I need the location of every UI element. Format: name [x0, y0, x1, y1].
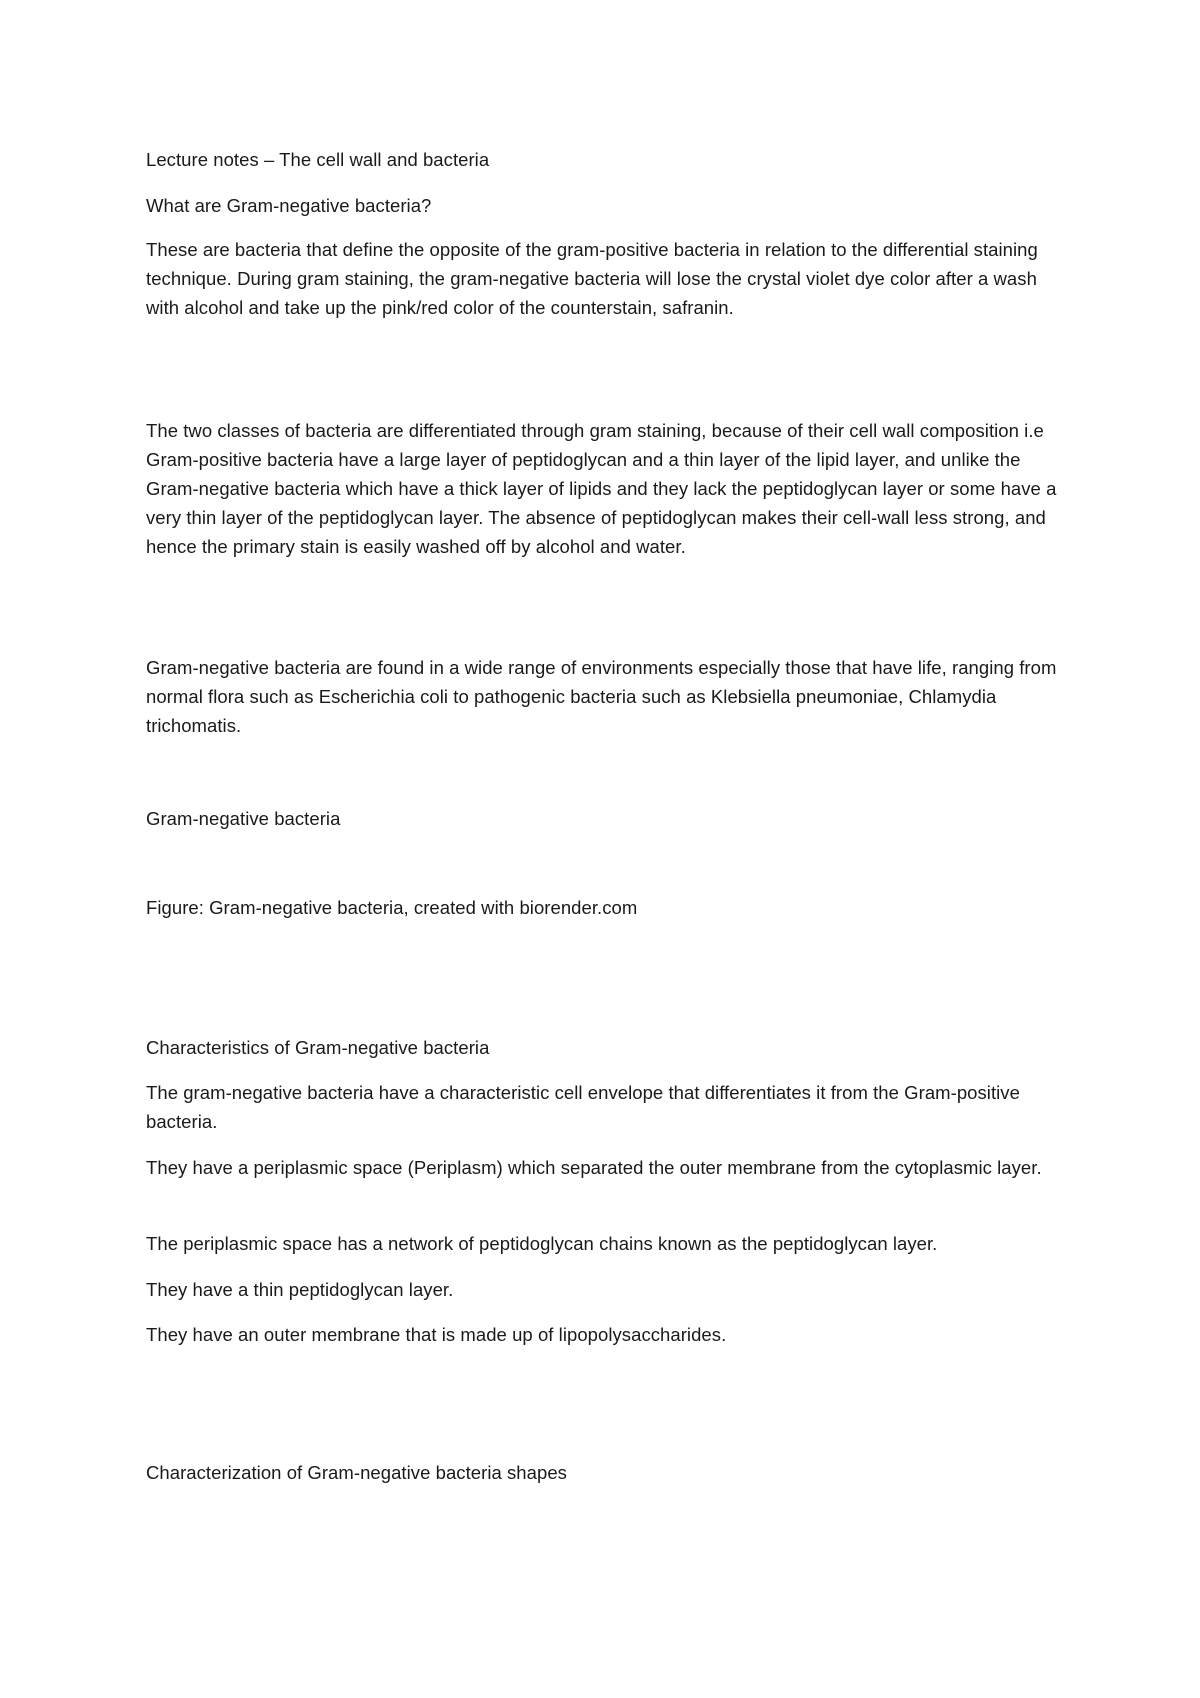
document-title: Lecture notes – The cell wall and bacteria	[146, 149, 490, 170]
paragraph-environments: Gram-negative bacteria are found in a wide range of environments especially those that have life, ranging from normal flora such as Escherichia coli to pathogenic bacteria such as Klebsiella pneumoniae, Chlamydia trichomatis.	[146, 657, 1057, 736]
characteristic-item: They have an outer membrane that is made up of lipopolysaccharides.	[146, 1324, 727, 1345]
characteristic-item: They have a thin peptidoglycan layer.	[146, 1279, 454, 1300]
figure-caption: Figure: Gram-negative bacteria, created with biorender.com	[146, 897, 638, 918]
characteristic-item: The gram-negative bacteria have a characteristic cell envelope that differentiates it from the Gram-positive bacteria.	[146, 1082, 1020, 1132]
paragraph-definition: These are bacteria that define the opposite of the gram-positive bacteria in relation to the differential staining technique. During gram staining, the gram-negative bacteria will lose the crystal violet dye color after a wash with alcohol and take up the pink/red color of the counterstain, safranin.	[146, 239, 1038, 318]
characteristic-item: The periplasmic space has a network of peptidoglycan chains known as the peptidoglycan layer.	[146, 1233, 938, 1254]
characteristics-heading: Characteristics of Gram-negative bacteria	[146, 1037, 490, 1058]
figure-heading: Gram-negative bacteria	[146, 808, 341, 829]
question-heading: What are Gram-negative bacteria?	[146, 195, 432, 216]
characteristic-item: They have a periplasmic space (Periplasm) which separated the outer membrane from the cytoplasmic layer.	[146, 1157, 1042, 1178]
shapes-heading: Characterization of Gram-negative bacteria shapes	[146, 1462, 567, 1483]
paragraph-classes: The two classes of bacteria are differentiated through gram staining, because of their cell wall composition i.e Gram-positive bacteria have a large layer of peptidoglycan and a thin layer of the lipid layer, and unlike the Gram-negative bacteria which have a thick layer of lipids and they lack the peptidoglycan layer or some have a very thin layer of the peptidoglycan layer. The absence of peptidoglycan makes their cell-wall less strong, and hence the primary stain is easily washed off by alcohol and water.	[146, 420, 1057, 557]
